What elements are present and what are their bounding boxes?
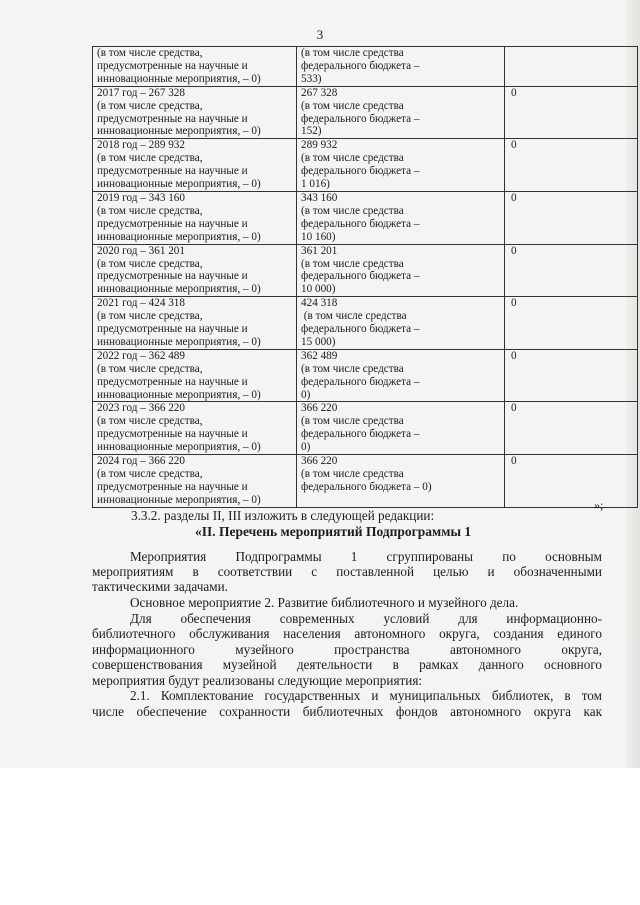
table-row bbox=[93, 191, 638, 244]
table-row bbox=[93, 244, 638, 297]
cell-line: 1 016) bbox=[301, 178, 330, 191]
paragraph-3-line-4: совершенствования музейной деятельности в рамках данного основного bbox=[92, 657, 602, 672]
amendment-line: 3.3.2. разделы II, III изложить в следующей редакции: bbox=[131, 508, 435, 523]
cell-line: федерального бюджета – bbox=[301, 217, 420, 230]
cell-line: (в том числе средства bbox=[301, 152, 404, 165]
cell-line: инновационные мероприятия, – 0) bbox=[97, 335, 261, 348]
cell-line: предусмотренные на научные и bbox=[97, 428, 248, 441]
year-total-cell bbox=[93, 191, 297, 244]
cell-line: 424 318 bbox=[301, 297, 338, 310]
budget-cell bbox=[297, 349, 505, 402]
other-cell bbox=[505, 244, 638, 297]
cell-line: предусмотренные на научные и bbox=[97, 480, 248, 493]
year-total-cell bbox=[93, 86, 297, 139]
cell-line: (в том числе средства, bbox=[97, 362, 203, 375]
cell-line: инновационные мероприятия, – 0) bbox=[97, 230, 261, 243]
paragraph-3-line-2: библиотечного обслуживания населения автономного округа, создания единого bbox=[92, 626, 602, 641]
cell-line: (в том числе средства, bbox=[97, 310, 203, 323]
cell-line: 15 000) bbox=[301, 335, 336, 348]
budget-cell bbox=[297, 139, 505, 192]
cell-line: 10 000) bbox=[301, 283, 336, 296]
paragraph-2: Основное мероприятие 2. Развитие библиотечного и музейного дела. bbox=[130, 595, 519, 610]
paragraph-1-line-2: мероприятиям в соответствии с поставленной целью и обозначенными bbox=[92, 564, 602, 579]
cell-line: (в том числе средства bbox=[301, 47, 404, 59]
budget-cell bbox=[297, 402, 505, 455]
cell-line: (в том числе средства bbox=[301, 468, 404, 480]
quote-close: »; bbox=[594, 498, 604, 512]
cell-line: 0 bbox=[511, 402, 517, 415]
cell-line: (в том числе средства, bbox=[97, 47, 203, 59]
year-total-cell bbox=[93, 244, 297, 297]
budget-cell bbox=[297, 47, 505, 87]
cell-line: (в том числе средства bbox=[301, 415, 404, 428]
table-row bbox=[93, 86, 638, 139]
cell-line: 361 201 bbox=[301, 244, 338, 257]
table-row bbox=[93, 139, 638, 192]
cell-line: 533) bbox=[301, 72, 322, 85]
page-number: 3 bbox=[316, 27, 324, 42]
paragraph-4-line-2: числе обеспечение сохранности библиотечных фондов автономного округа как bbox=[92, 704, 602, 719]
cell-line: (в том числе средства, bbox=[97, 99, 203, 112]
cell-line: 366 220 bbox=[301, 455, 338, 468]
cell-line: федерального бюджета – bbox=[301, 112, 420, 125]
cell-line: инновационные мероприятия, – 0) bbox=[97, 441, 261, 454]
cell-line: 2022 год – 362 489 bbox=[97, 349, 185, 362]
cell-line: (в том числе средства bbox=[301, 362, 404, 375]
cell-line: предусмотренные на научные и bbox=[97, 323, 248, 336]
cell-line: 0) bbox=[301, 441, 311, 454]
paragraph-4-line-1: 2.1. Комплектование государственных и муниципальных библиотек, в том bbox=[130, 688, 602, 703]
budget-cell bbox=[297, 191, 505, 244]
cell-line: 2018 год – 289 932 bbox=[97, 139, 185, 152]
cell-line: 0) bbox=[301, 388, 311, 401]
paragraph-3-line-5: мероприятия будут реализованы следующие мероприятия: bbox=[92, 673, 423, 688]
paragraph-1-line-3: тактическими задачами. bbox=[92, 579, 228, 594]
other-cell bbox=[505, 47, 638, 87]
cell-line: 0 bbox=[511, 244, 517, 257]
section-heading: «II. Перечень мероприятий Подпрограммы 1 bbox=[195, 524, 472, 539]
cell-line: (в том числе средства bbox=[301, 99, 404, 112]
table-row bbox=[93, 455, 638, 508]
funding-table bbox=[92, 46, 638, 508]
other-cell bbox=[505, 455, 638, 508]
paragraph-3-line-3: информационного музейного пространства автономного округа, bbox=[92, 642, 602, 657]
year-total-cell bbox=[93, 47, 297, 87]
cell-line: 0 bbox=[511, 139, 517, 152]
cell-line: (в том числе средства bbox=[301, 310, 407, 323]
cell-line: предусмотренные на научные и bbox=[97, 217, 248, 230]
cell-line: инновационные мероприятия, – 0) bbox=[97, 493, 261, 506]
budget-cell bbox=[297, 297, 505, 350]
budget-cell bbox=[297, 455, 505, 508]
table-row bbox=[93, 297, 638, 350]
cell-line: 343 160 bbox=[301, 191, 338, 204]
year-total-cell bbox=[93, 297, 297, 350]
cell-line: 0 bbox=[511, 86, 517, 99]
cell-line: 2019 год – 343 160 bbox=[97, 191, 185, 204]
paragraph-3-line-1: Для обеспечения современных условий для информационно- bbox=[130, 611, 602, 626]
cell-line: федерального бюджета – bbox=[301, 323, 420, 336]
funding-table-body bbox=[93, 47, 638, 508]
other-cell bbox=[505, 297, 638, 350]
cell-line: (в том числе средства, bbox=[97, 204, 203, 217]
cell-line: инновационные мероприятия, – 0) bbox=[97, 178, 261, 191]
budget-cell bbox=[297, 86, 505, 139]
table-row bbox=[93, 349, 638, 402]
cell-line: 2021 год – 424 318 bbox=[97, 297, 185, 310]
cell-line: 0 bbox=[511, 349, 517, 362]
cell-line: 362 489 bbox=[301, 349, 338, 362]
cell-line: федерального бюджета – bbox=[301, 428, 420, 441]
cell-line: инновационные мероприятия, – 0) bbox=[97, 72, 261, 85]
cell-line: федерального бюджета – bbox=[301, 165, 420, 178]
cell-line: 366 220 bbox=[301, 402, 338, 415]
cell-line: 0 bbox=[511, 455, 517, 468]
other-cell bbox=[505, 402, 638, 455]
budget-cell bbox=[297, 244, 505, 297]
other-cell bbox=[505, 349, 638, 402]
other-cell bbox=[505, 191, 638, 244]
year-total-cell bbox=[93, 139, 297, 192]
cell-line: (в том числе средства, bbox=[97, 415, 203, 428]
cell-line: предусмотренные на научные и bbox=[97, 112, 248, 125]
year-total-cell bbox=[93, 349, 297, 402]
cell-line: инновационные мероприятия, – 0) bbox=[97, 388, 261, 401]
cell-line: федерального бюджета – bbox=[301, 270, 420, 283]
cell-line: федерального бюджета – 0) bbox=[301, 480, 432, 493]
year-total-cell bbox=[93, 402, 297, 455]
table-row bbox=[93, 402, 638, 455]
paragraph-1-line-1: Мероприятия Подпрограммы 1 сгруппированы по основным bbox=[130, 549, 602, 564]
cell-line: (в том числе средства, bbox=[97, 152, 203, 165]
cell-line: предусмотренные на научные и bbox=[97, 375, 248, 388]
cell-line: 0 bbox=[511, 297, 517, 310]
cell-line: 2023 год – 366 220 bbox=[97, 402, 185, 415]
cell-line: предусмотренные на научные и bbox=[97, 165, 248, 178]
cell-line: (в том числе средства, bbox=[97, 468, 203, 480]
cell-line: 2017 год – 267 328 bbox=[97, 86, 185, 99]
cell-line: (в том числе средства bbox=[301, 257, 404, 270]
cell-line: федерального бюджета – bbox=[301, 59, 420, 72]
cell-line: 10 160) bbox=[301, 230, 336, 243]
cell-line: федерального бюджета – bbox=[301, 375, 420, 388]
cell-line: инновационные мероприятия, – 0) bbox=[97, 283, 261, 296]
other-cell bbox=[505, 139, 638, 192]
cell-line: инновационные мероприятия, – 0) bbox=[97, 125, 261, 138]
cell-line: 152) bbox=[301, 125, 322, 138]
other-cell bbox=[505, 86, 638, 139]
table-row bbox=[93, 47, 638, 87]
cell-line: (в том числе средства, bbox=[97, 257, 203, 270]
cell-line: 0 bbox=[511, 191, 517, 204]
cell-line: предусмотренные на научные и bbox=[97, 270, 248, 283]
year-total-cell bbox=[93, 455, 297, 508]
cell-line: 2020 год – 361 201 bbox=[97, 244, 185, 257]
cell-line: 267 328 bbox=[301, 86, 338, 99]
cell-line: 289 932 bbox=[301, 139, 338, 152]
cell-line: (в том числе средства bbox=[301, 204, 404, 217]
cell-line: предусмотренные на научные и bbox=[97, 59, 248, 72]
cell-line: 2024 год – 366 220 bbox=[97, 455, 185, 468]
